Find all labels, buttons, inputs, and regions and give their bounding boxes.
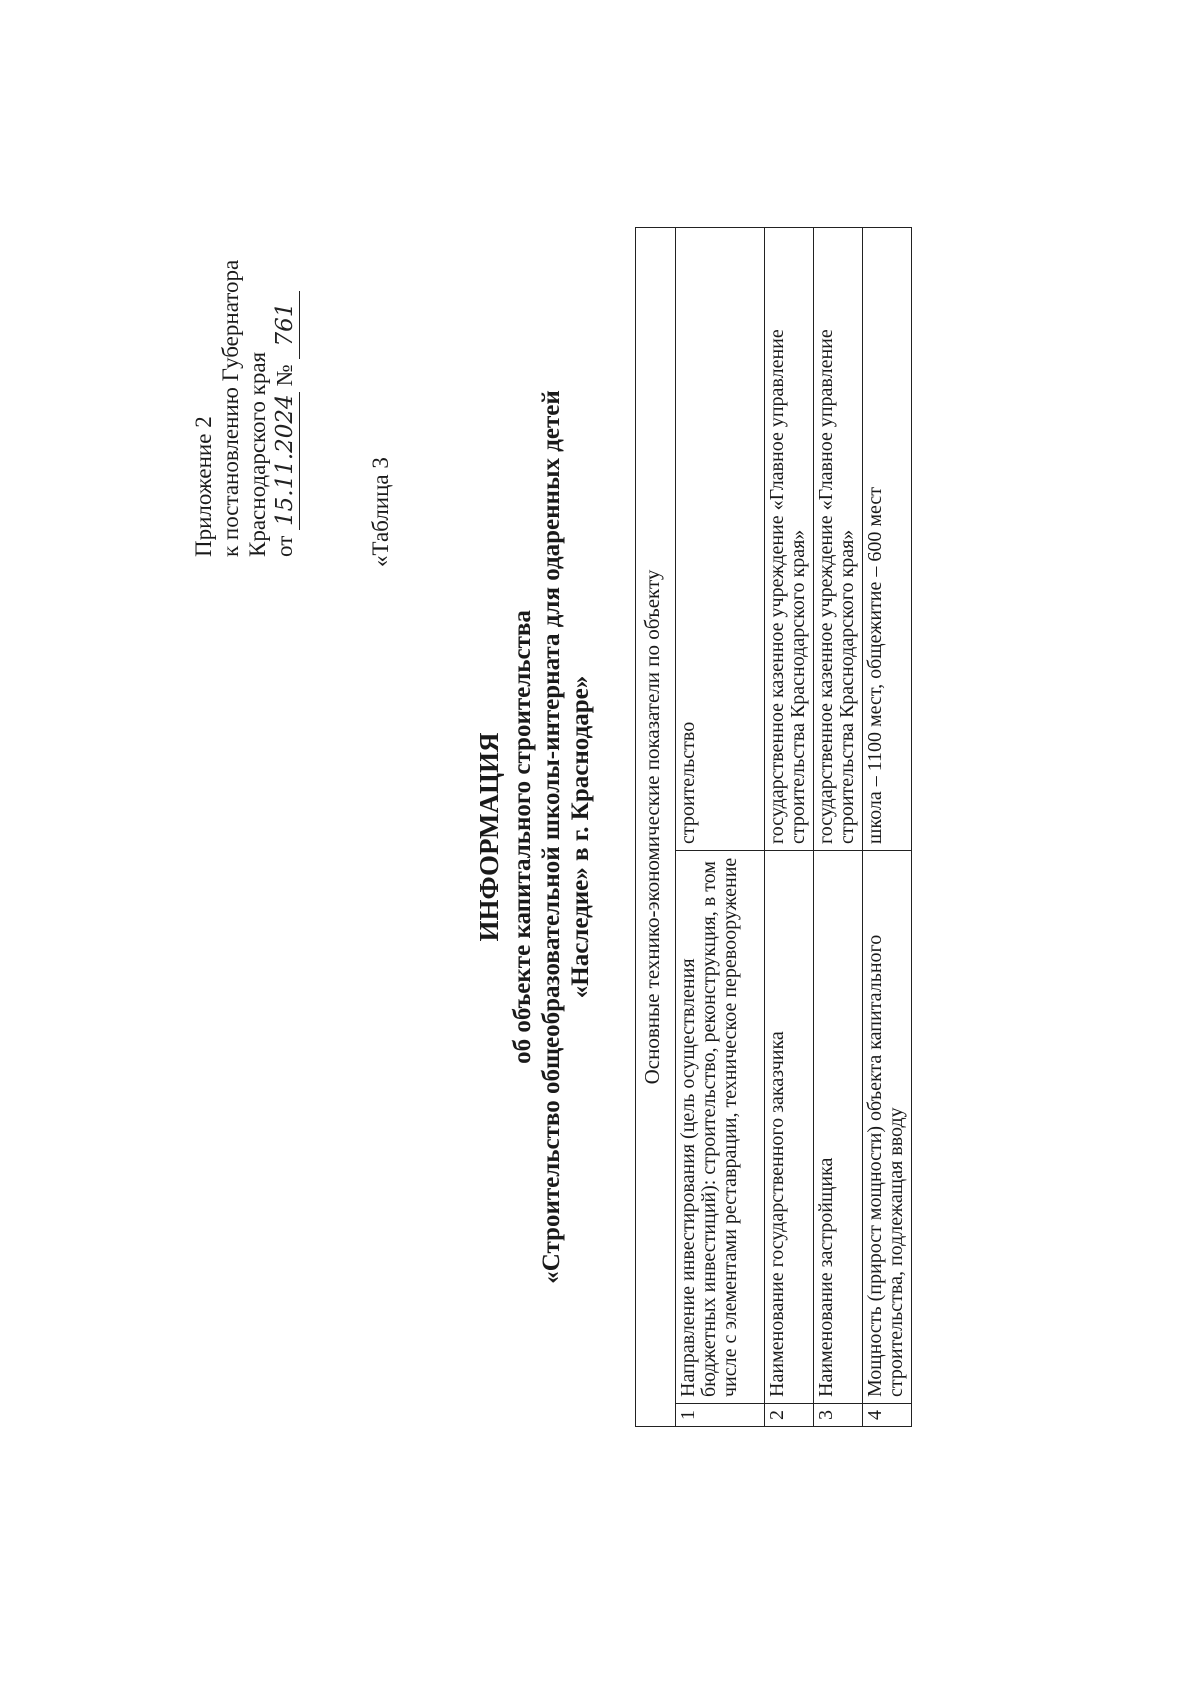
- table-row: [676, 228, 765, 1427]
- row-label: Наименование государственного заказчика: [765, 851, 814, 1404]
- title-line-3: «Строительство общеобразовательной школы-интерната для одаренных детей: [538, 390, 565, 1284]
- row-value: государственное казенное учреждение «Главное управление строительства Краснодарского края»: [814, 228, 863, 851]
- table-row: [814, 228, 863, 1427]
- row-label: Наименование застройщика: [814, 851, 863, 1404]
- table-label: «Таблица 3: [368, 457, 393, 567]
- title-block: [475, 257, 595, 1417]
- row-number: 3: [814, 1404, 863, 1427]
- row-number: 1: [676, 1404, 765, 1427]
- table-row: [863, 228, 912, 1427]
- appendix-line-2: к постановлению Губернатора: [218, 259, 243, 557]
- handwritten-number: 761: [272, 291, 300, 359]
- title-line-4: «Наследие» в г. Краснодаре»: [567, 675, 594, 999]
- info-table: [635, 227, 912, 1427]
- handwritten-date: 15.11.2024: [272, 392, 300, 530]
- row-value: строительство: [676, 228, 765, 851]
- row-number: 4: [863, 1404, 912, 1427]
- date-prefix: от: [272, 535, 297, 557]
- appendix-line-1: Приложение 2: [191, 416, 216, 557]
- title-line-2: об объекте капитального строительства: [509, 610, 536, 1064]
- row-label: Мощность (прирост мощности) объекта капитального строительства, подлежащая вводу: [863, 851, 912, 1404]
- table-row: [765, 228, 814, 1427]
- table-header-row: [636, 228, 676, 1427]
- row-number: 2: [765, 1404, 814, 1427]
- row-value: государственное казенное учреждение «Главное управление строительства Краснодарского края»: [765, 228, 814, 851]
- appendix-date-line: [271, 260, 300, 557]
- appendix-block: [190, 260, 300, 557]
- table-header: Основные технико-экономические показатели по объекту: [636, 228, 676, 1427]
- row-label: Направление инвестирования (цель осуществления бюджетных инвестиций): строительство, реконструкция, в том числе с элементами реставрации, техническое перевооружение: [676, 851, 765, 1404]
- appendix-line-3: Краснодарского края: [245, 351, 270, 557]
- document-title: ИНФОРМАЦИЯ: [474, 732, 504, 942]
- row-value: школа – 1100 мест, общежитие – 600 мест: [863, 228, 912, 851]
- number-sign: №: [272, 364, 297, 387]
